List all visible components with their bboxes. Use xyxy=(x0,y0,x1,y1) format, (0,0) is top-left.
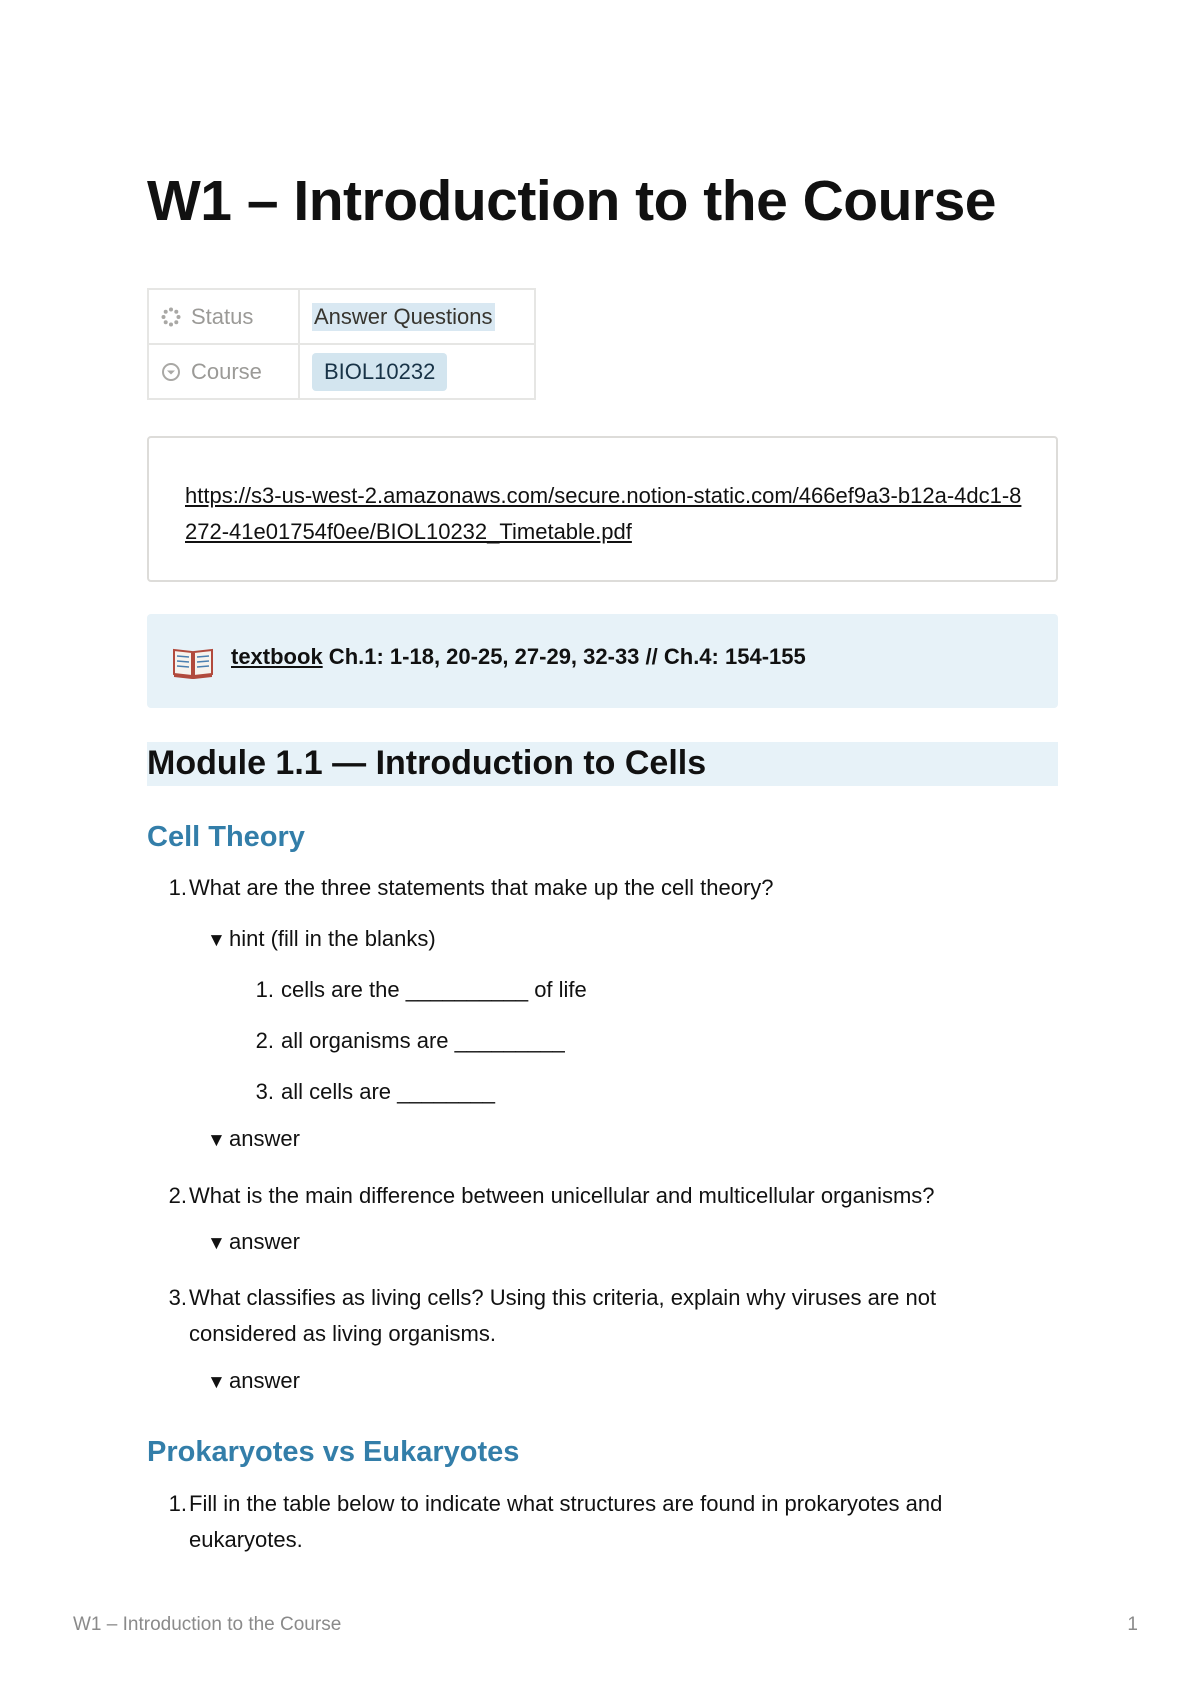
textbook-link[interactable]: textbook xyxy=(231,644,323,669)
answer-toggle[interactable]: ▼ answer xyxy=(207,1229,300,1254)
footer-title: W1 – Introduction to the Course xyxy=(73,1614,342,1635)
open-book-icon xyxy=(172,644,214,680)
embed-link-box xyxy=(147,436,1058,582)
properties-table xyxy=(147,288,536,400)
textbook-callout xyxy=(147,614,1058,708)
hint-toggle[interactable]: ▼ hint (fill in the blanks) xyxy=(207,926,436,951)
document-page xyxy=(147,0,1062,1698)
prokaryotes-eukaryotes-heading: Prokaryotes vs Eukaryotes xyxy=(147,1436,520,1468)
status-label: Status xyxy=(191,303,254,329)
toggle-triangle-icon: ▼ xyxy=(207,1130,226,1151)
answer-toggle[interactable]: ▼ answer xyxy=(207,1126,300,1151)
toggle-triangle-icon: ▼ xyxy=(207,1372,226,1393)
question-text: What are the three statements that make up the cell theory? xyxy=(189,875,774,900)
list-item: 1. What are the three statements that make up the cell theory? xyxy=(147,870,1062,906)
select-chevron-circle-icon xyxy=(161,362,181,382)
answer-toggle[interactable]: ▼ answer xyxy=(207,1368,300,1393)
module-heading: Module 1.1 — Introduction to Cells xyxy=(147,742,1058,786)
textbook-chapters: Ch.1: 1-18, 20-25, 27-29, 32-33 // Ch.4: 154-155 xyxy=(322,644,806,669)
toggle-triangle-icon: ▼ xyxy=(207,1233,226,1254)
list-item: 2. all organisms are _________ xyxy=(255,1028,565,1053)
question-text: What is the main difference between unicellular and multicellular organisms? xyxy=(189,1183,935,1208)
page-title: W1 – Introduction to the Course xyxy=(147,169,996,233)
timetable-link[interactable]: https://s3-us-west-2.amazonaws.com/secure.notion-static.com/466ef9a3-b12a-4dc1-8272-41e01754f0ee/BIOL10232_Timetable.pdf xyxy=(185,483,1022,544)
list-item: 3. What classifies as living cells? Using this criteria, explain why viruses are not considered as living organisms. xyxy=(147,1280,1062,1352)
page-number: 1 xyxy=(1127,1614,1138,1635)
list-item: 1. Fill in the table below to indicate what structures are found in prokaryotes and eukaryotes. xyxy=(147,1486,1062,1558)
list-item: 3. all cells are ________ xyxy=(255,1079,496,1104)
status-property-row xyxy=(148,289,535,344)
list-item: 2. What is the main difference between unicellular and multicellular organisms? xyxy=(147,1178,1062,1214)
toggle-triangle-icon: ▼ xyxy=(207,930,226,951)
status-loading-icon xyxy=(161,307,181,327)
cell-theory-heading: Cell Theory xyxy=(147,821,305,853)
course-property-row xyxy=(148,344,535,399)
status-value[interactable]: Answer Questions xyxy=(314,303,493,329)
question-text: Fill in the table below to indicate what structures are found in prokaryotes and eukaryotes. xyxy=(189,1491,943,1552)
question-text: What classifies as living cells? Using this criteria, explain why viruses are not considered as living organisms. xyxy=(189,1285,937,1346)
list-item: 1. cells are the __________ of life xyxy=(255,977,587,1002)
course-label: Course xyxy=(191,358,262,384)
course-tag[interactable]: BIOL10232 xyxy=(312,353,447,391)
